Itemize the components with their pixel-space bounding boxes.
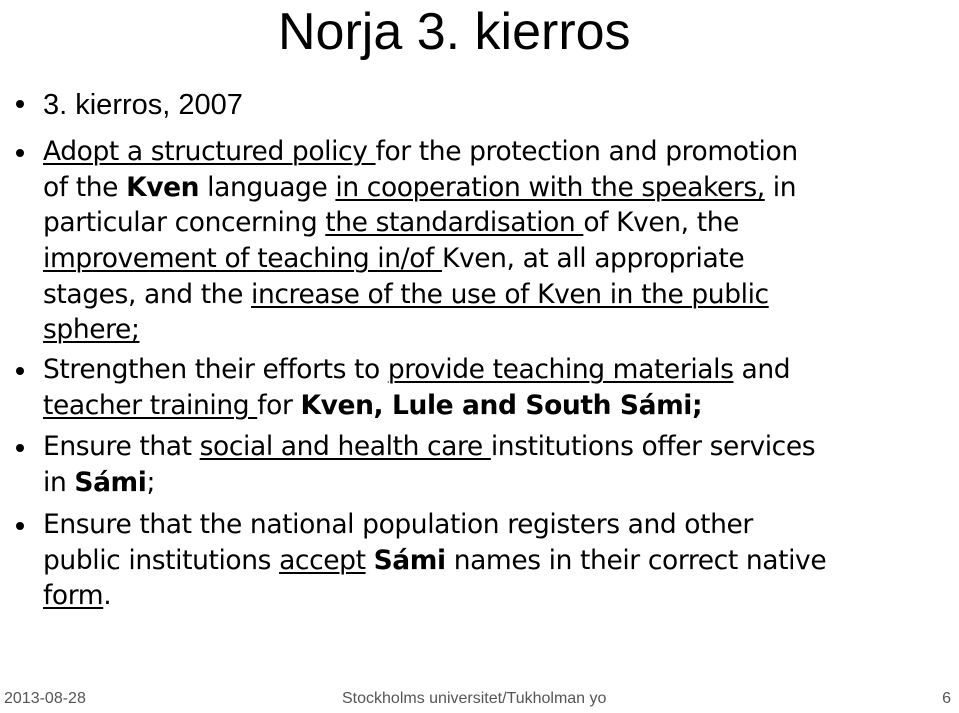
underlined-text: form <box>43 580 104 612</box>
underlined-text: teacher training <box>43 389 258 421</box>
footer-date: 2013-08-28 <box>4 690 86 707</box>
underlined-text: provide teaching materials <box>387 354 734 385</box>
underlined-text: sphere; <box>43 314 140 346</box>
page-number: 6 <box>942 690 951 707</box>
slide-footer <box>0 686 959 713</box>
underlined-text: social and health care <box>199 431 491 462</box>
bullet-icon <box>16 444 24 452</box>
underlined-text: the standardisation <box>325 207 584 239</box>
bullet-icon <box>16 522 24 530</box>
footer-organization: Stockholms universitet/Tukholman yo <box>342 690 607 707</box>
bullet-text-1: 3. kierros, 2007 <box>43 89 243 121</box>
underlined-text: accept <box>279 544 366 576</box>
bullet-text-5: Ensure that the national population registers and other public institutions accept Sámi names in their correct native form. <box>43 509 827 612</box>
underlined-text: increase of the use of Kven in the public <box>251 278 769 310</box>
bullet-text-4: Ensure that social and health care institutions offer services in Sámi; <box>43 431 816 498</box>
bullet-icon <box>16 100 24 108</box>
bullet-icon <box>16 367 24 375</box>
slide-title: Norja 3. kierros <box>278 3 631 61</box>
underlined-text: improvement of teaching in/of <box>43 243 442 275</box>
bullet-text-3: Strengthen their efforts to provide teaching materials and teacher training for Kven, Lule and South Sámi; <box>43 354 791 421</box>
bullet-text-2: Adopt a structured policy for the protection and promotion of the Kven language in cooperation with the speakers, in particular concerning the standardisation of Kven, the improvement of teaching in/of Kven, at all appropriate stages, and the increase of the use of Kven in the public sphere; <box>43 136 798 346</box>
underlined-text: Adopt a structured policy <box>43 136 376 167</box>
bullet-icon <box>16 149 24 157</box>
underlined-text: in cooperation with the speakers, <box>335 171 765 203</box>
